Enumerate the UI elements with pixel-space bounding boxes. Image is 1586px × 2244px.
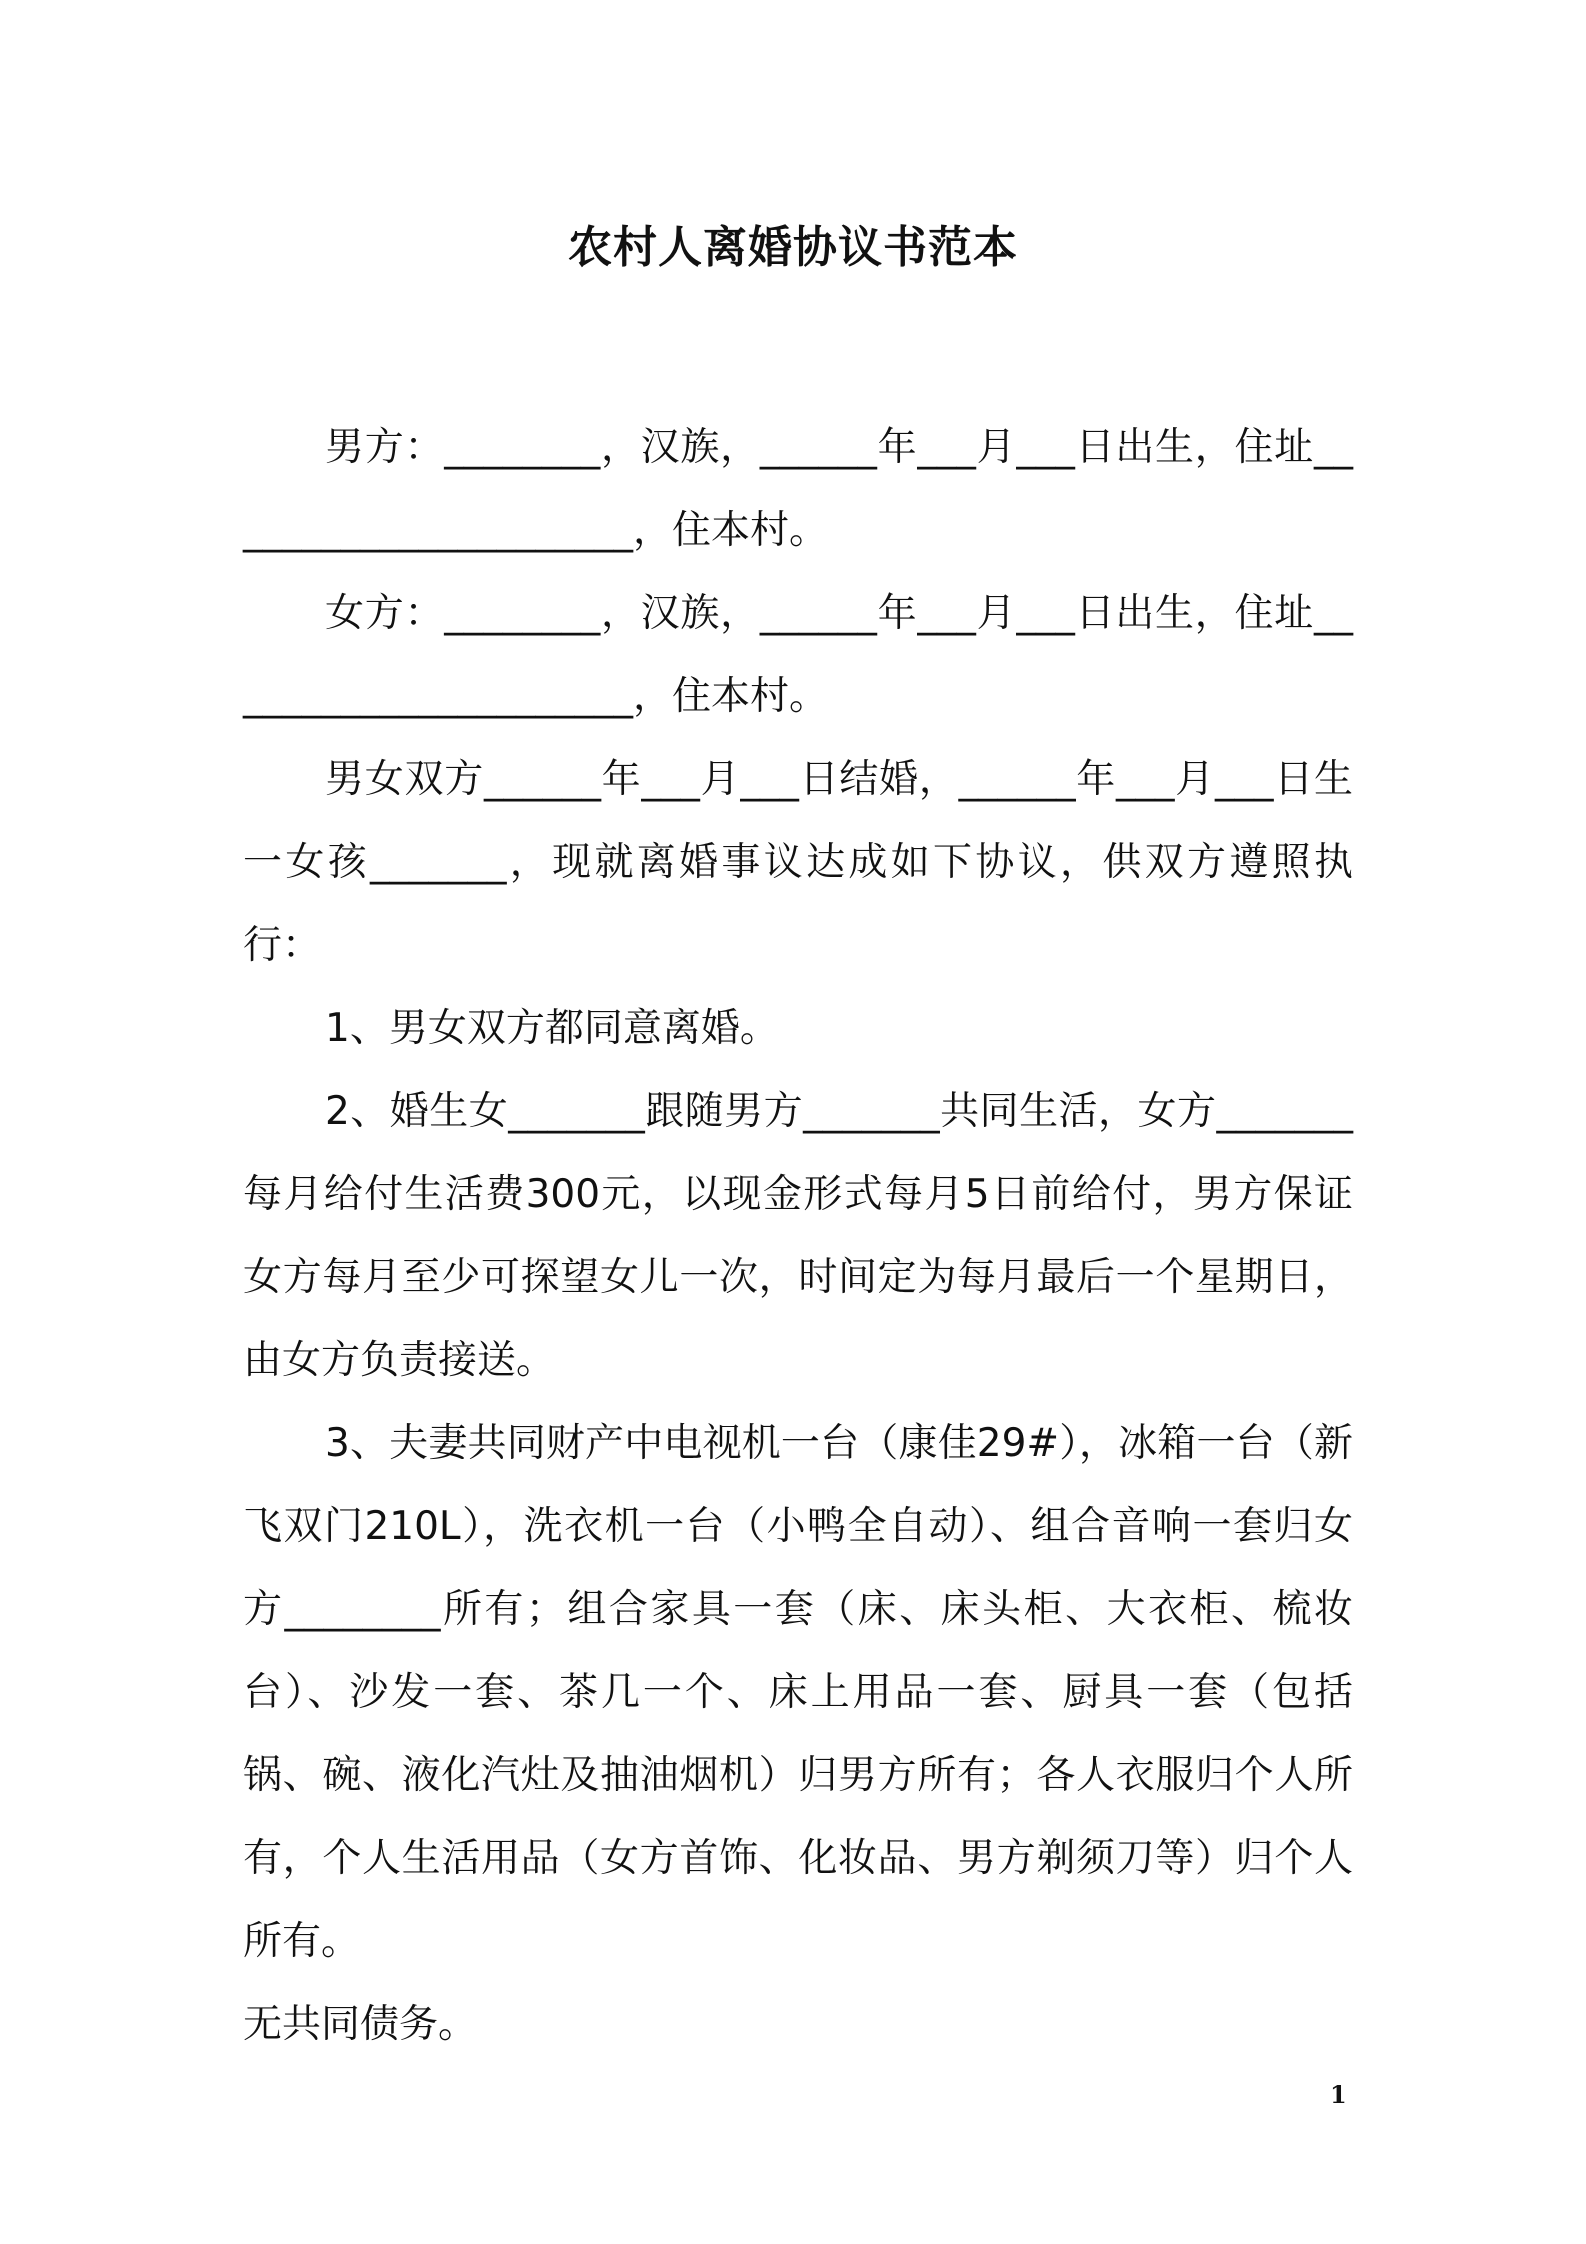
paragraph-no-debt: 无共同债务。 (243, 2002, 478, 2047)
paragraph-female-party: 女方：________，汉族，______年___月___日出生，住址______________________，住本村。 (243, 591, 1353, 719)
page-number: 1 (1330, 2080, 1347, 2109)
paragraph-male-party: 男方：________，汉族，______年___月___日出生，住址______________________，住本村。 (243, 425, 1353, 553)
document-title: 农村人离婚协议书范本 (568, 222, 1018, 273)
clause-2-child-custody: 2、婚生女_______跟随男方_______共同生活，女方_______每月给付生活费300元，以现金形式每月5日前给付，男方保证女方每月至少可探望女儿一次，时间定为每月最后一个星期日，由女方负责接送。 (243, 1089, 1353, 1383)
clause-3-property-division: 3、夫妻共同财产中电视机一台（康佳29#），冰箱一台（新飞双门210L），洗衣机一台（小鸭全自动）、组合音响一套归女方________所有；组合家具一套（床、床头柜、大衣柜、梳妆台）、沙发一套、茶几一个、床上用品一套、厨具一套（包括锅、碗、液化汽灶及抽油烟机）归男方所有；各人衣服归个人所有，个人生活用品（女方首饰、化妆品、男方剃须刀等）归个人所有。 (243, 1421, 1353, 1964)
clause-1-divorce-consent: 1、男女双方都同意离婚。 (325, 1006, 779, 1051)
document-body (243, 406, 1353, 2066)
paragraph-marriage-info: 男女双方______年___月___日结婚，______年___月___日生一女孩_______，现就离婚事议达成如下协议，供双方遵照执行： (243, 757, 1353, 968)
